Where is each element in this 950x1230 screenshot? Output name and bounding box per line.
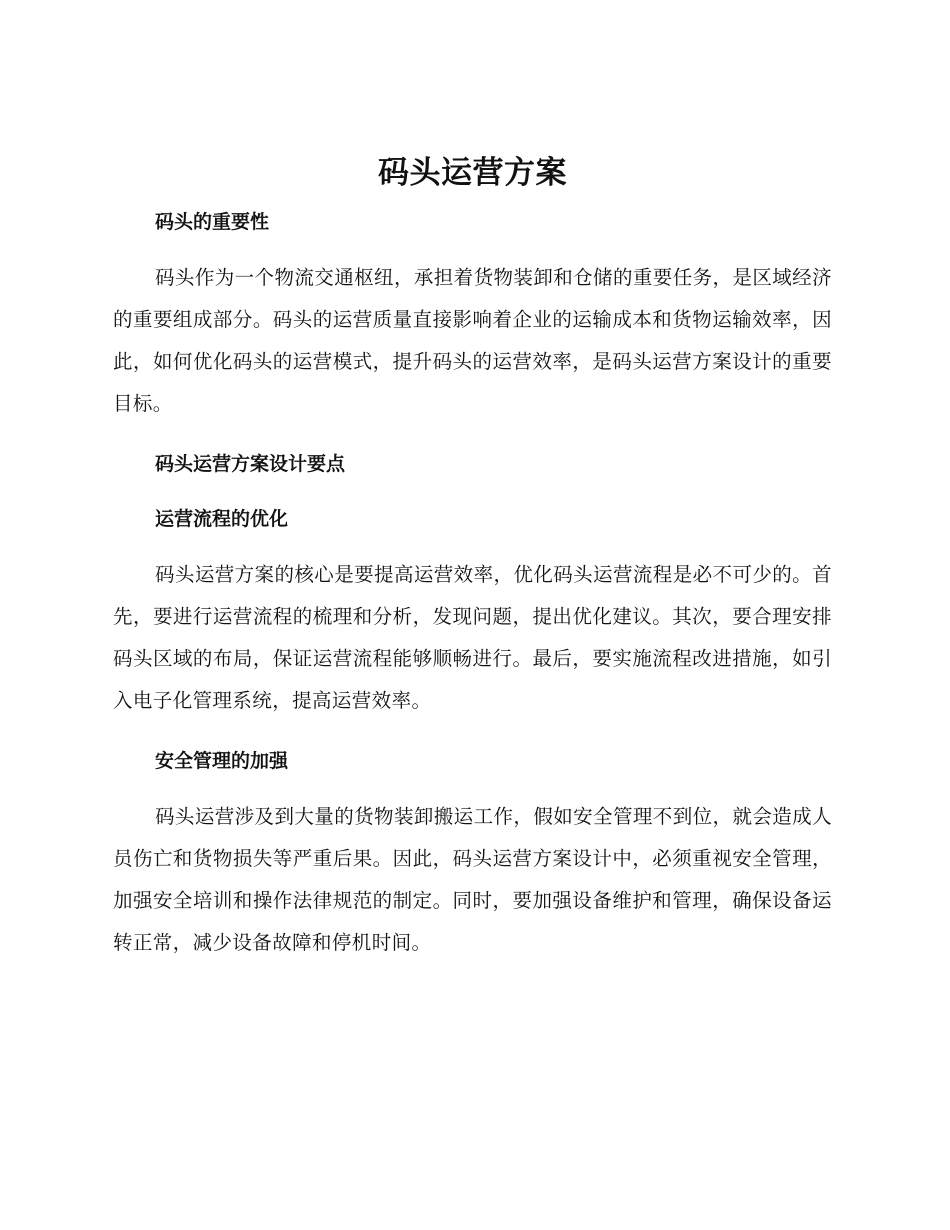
section-paragraph-process-optimization: 码头运营方案的核心是要提高运营效率，优化码头运营流程是必不可少的。首先，要进行运营流程的梳理和分析，发现问题，提出优化建议。其次，要合理安排码头区域的布局，保证运营流程能够顺畅进行。最后，要实施流程改进措施，如引入电子化管理系统，提高运营效率。 xyxy=(113,563,832,712)
section-heading-importance: 码头的重要性 xyxy=(155,211,270,233)
section-heading-design-points: 码头运营方案设计要点 xyxy=(155,453,346,475)
document-title: 码头运营方案 xyxy=(378,155,567,191)
section-paragraph-importance: 码头作为一个物流交通枢纽，承担着货物装卸和仓储的重要任务，是区域经济的重要组成部分。码头的运营质量直接影响着企业的运输成本和货物运输效率，因此，如何优化码头的运营模式，提升码头的运营效率，是码头运营方案设计的重要目标。 xyxy=(113,266,832,415)
section-paragraph-safety-management: 码头运营涉及到大量的货物装卸搬运工作，假如安全管理不到位，就会造成人员伤亡和货物损失等严重后果。因此，码头运营方案设计中，必须重视安全管理，加强安全培训和操作法律规范的制定。同时，要加强设备维护和管理，确保设备运转正常，减少设备故障和停机时间。 xyxy=(113,805,832,954)
section-heading-safety-management: 安全管理的加强 xyxy=(155,750,289,772)
section-heading-process-optimization: 运营流程的优化 xyxy=(155,508,289,530)
